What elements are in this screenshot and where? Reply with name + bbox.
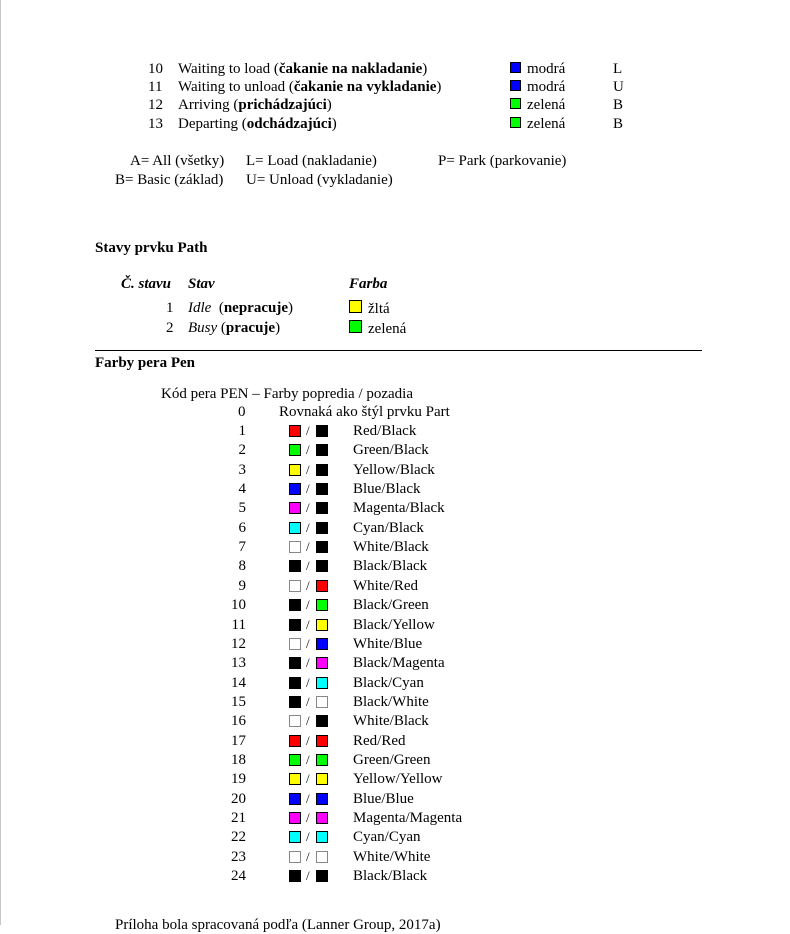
pen-row-label: Green/Black [353,442,429,458]
path-row-number: 1 [166,300,174,316]
pen-fg-swatch [289,560,301,572]
pen-row-number: 11 [231,617,246,633]
pen-row-label: White/Blue [353,636,423,652]
pen-row-number: 21 [231,810,246,826]
pen-row-label: Cyan/Cyan [353,829,421,845]
pen-slash: / [306,675,310,690]
state-row-name: Waiting to unload ( [178,79,294,95]
pen-fg-swatch [289,754,301,766]
pen-row-number: 22 [231,829,246,845]
pen-row-label: Red/Red [353,733,406,749]
pen-fg-swatch [289,870,301,882]
pen-row-label: Black/White [353,694,429,710]
pen-row-number: 18 [231,752,246,768]
pen-row-number: 17 [231,733,246,749]
pen-fg-swatch [289,464,301,476]
pen-bg-swatch [316,580,328,592]
pen-slash: / [306,829,310,844]
state-row-text [178,96,332,114]
pen-row-label: Black/Yellow [353,617,435,633]
pen-slash: / [306,578,310,593]
paren-close: ) [275,320,281,336]
pen-bg-swatch [316,599,328,611]
pen-slash: / [306,752,310,767]
pen-slash: / [306,423,310,438]
pen-row0-num: 0 [238,404,246,420]
state-color-name: modrá [527,61,566,77]
state-color-name: zelená [527,97,566,113]
pen-row-label: White/Black [353,539,429,555]
pen-bg-swatch [316,851,328,863]
pen-row-number: 16 [231,713,246,729]
pen-slash: / [306,520,310,535]
pen-row-label: White/Red [353,578,418,594]
pen-bg-swatch [316,502,328,514]
pen-row-label: Red/Black [353,423,417,439]
pen-fg-swatch [289,444,301,456]
pen-bg-swatch [316,522,328,534]
pen-slash: / [306,558,310,573]
pen-bg-swatch [316,483,328,495]
pen-bg-swatch [316,812,328,824]
pen-row0-text: Rovnaká ako štýl prvku Part [279,404,450,420]
pen-bg-swatch [316,638,328,650]
pen-slash: / [306,636,310,651]
pen-row-label: Black/Cyan [353,675,424,691]
pen-slash: / [306,868,310,883]
section-divider [95,350,702,351]
path-row-state [188,299,293,317]
state-color-name: zelená [527,116,566,132]
pen-row-label: White/Black [353,713,429,729]
path-color-swatch [349,320,362,333]
path-col-stav: Stav [188,276,215,292]
pen-row-number: 7 [238,539,246,555]
pen-slash: / [306,481,310,496]
pen-bg-swatch [316,657,328,669]
paren-open: ( [217,320,226,336]
pen-row-number: 4 [238,481,246,497]
legend-load: L= Load (nakladanie) [246,153,377,169]
pen-fg-swatch [289,425,301,437]
pen-row-label: Black/Black [353,868,428,884]
pen-slash: / [306,539,310,554]
pen-row-number: 8 [238,558,246,574]
pen-row-label: Yellow/Black [353,462,435,478]
pen-bg-swatch [316,793,328,805]
pen-row-number: 10 [231,597,246,613]
state-color-swatch [510,80,521,91]
pen-heading: Farby pera Pen [95,355,195,371]
legend-all: A= All (všetky) [130,153,225,169]
pen-fg-swatch [289,851,301,863]
pen-fg-swatch [289,715,301,727]
footer-cut-text: Príloha bola spracovaná podľa (Lanner Group, 2017a) [115,917,441,933]
pen-row-number: 24 [231,868,246,884]
path-col-state: Č. stavu [121,276,172,292]
path-state-desc: nepracuje [223,300,288,316]
path-state-desc: pracuje [225,320,276,336]
pen-row-label: Blue/Blue [353,791,414,807]
state-code: L [613,61,623,77]
pen-bg-swatch [316,870,328,882]
path-row-number: 2 [166,320,174,336]
state-row-tail: ) [326,97,332,113]
legend-basic: B= Basic (základ) [115,172,224,188]
pen-fg-swatch [289,599,301,611]
pen-bg-swatch [316,831,328,843]
pen-row-label: Cyan/Black [353,520,424,536]
pen-row-number: 23 [231,849,246,865]
pen-slash: / [306,791,310,806]
state-row-text [178,60,427,78]
pen-bg-swatch [316,735,328,747]
pen-row-label: Yellow/Yellow [353,771,443,787]
pen-bg-swatch [316,754,328,766]
state-row-name: Waiting to load ( [178,61,279,77]
state-row-tail: ) [331,116,337,132]
pen-row-label: White/White [353,849,431,865]
state-color-swatch [510,62,521,73]
pen-slash: / [306,655,310,670]
state-color-swatch [510,117,521,128]
state-row-number: 10 [148,61,163,77]
pen-bg-swatch [316,619,328,631]
state-row-number: 13 [148,116,163,132]
state-code: B [613,116,624,132]
pen-fg-swatch [289,677,301,689]
legend-unload: U= Unload (vykladanie) [246,172,393,188]
pen-row-number: 12 [231,636,246,652]
state-color-swatch [510,98,521,109]
state-row-text [178,78,441,96]
pen-bg-swatch [316,464,328,476]
path-row-state [188,319,280,337]
state-color-name: modrá [527,79,566,95]
pen-fg-swatch [289,773,301,785]
pen-row-label: Green/Green [353,752,431,768]
pen-fg-swatch [289,657,301,669]
pen-subtitle: Kód pera PEN – Farby popredia / pozadia [161,386,414,402]
pen-slash: / [306,771,310,786]
pen-row-label: Magenta/Magenta [353,810,463,826]
pen-row-number: 19 [231,771,246,787]
state-row-number: 12 [148,97,163,113]
pen-row-label: Black/Black [353,558,428,574]
pen-row-number: 15 [231,694,246,710]
path-color-name: žltá [368,301,390,317]
pen-bg-swatch [316,560,328,572]
path-state-name: Busy [188,320,218,336]
pen-row-number: 14 [231,675,246,691]
paren-close: ) [287,300,293,316]
pen-slash: / [306,597,310,612]
pen-row-label: Black/Magenta [353,655,445,671]
state-row-name: Arriving ( [178,97,239,113]
pen-bg-swatch [316,677,328,689]
state-row-text [178,115,337,133]
pen-fg-swatch [289,580,301,592]
pen-row-label: Black/Green [353,597,429,613]
pen-fg-swatch [289,483,301,495]
pen-slash: / [306,849,310,864]
pen-row-number: 9 [238,578,246,594]
paren-open: ( [211,300,224,316]
state-code: U [613,79,624,95]
pen-row-label: Magenta/Black [353,500,445,516]
pen-fg-swatch [289,831,301,843]
pen-row-label: Blue/Black [353,481,421,497]
pen-row-number: 20 [231,791,246,807]
pen-fg-swatch [289,638,301,650]
pen-fg-swatch [289,541,301,553]
pen-slash: / [306,442,310,457]
path-color-name: zelená [368,321,407,337]
pen-fg-swatch [289,696,301,708]
pen-bg-swatch [316,696,328,708]
state-row-slovak: čakanie na nakladanie [278,61,423,77]
pen-row-number: 1 [238,423,246,439]
pen-slash: / [306,733,310,748]
pen-bg-swatch [316,541,328,553]
pen-bg-swatch [316,425,328,437]
path-color-swatch [349,300,362,313]
pen-slash: / [306,810,310,825]
state-row-tail: ) [422,61,428,77]
pen-slash: / [306,617,310,632]
legend-park: P= Park (parkovanie) [438,153,567,169]
pen-row-number: 6 [238,520,246,536]
path-state-name: Idle [188,300,212,316]
pen-slash: / [306,694,310,709]
pen-row-number: 5 [238,500,246,516]
state-row-name: Departing ( [178,116,247,132]
path-col-color: Farba [349,276,388,292]
pen-slash: / [306,462,310,477]
pen-slash: / [306,500,310,515]
pen-row-number: 3 [238,462,246,478]
pen-row-number: 2 [238,442,246,458]
pen-slash: / [306,713,310,728]
state-row-slovak: prichádzajúci [238,97,327,113]
pen-fg-swatch [289,522,301,534]
state-row-slovak: čakanie na vykladanie [293,79,437,95]
pen-bg-swatch [316,715,328,727]
pen-fg-swatch [289,812,301,824]
pen-fg-swatch [289,619,301,631]
pen-bg-swatch [316,773,328,785]
pen-fg-swatch [289,793,301,805]
pen-bg-swatch [316,444,328,456]
state-row-number: 11 [148,79,163,95]
pen-fg-swatch [289,502,301,514]
path-heading: Stavy prvku Path [95,240,208,256]
pen-fg-swatch [289,735,301,747]
state-row-tail: ) [436,79,442,95]
page-left-edge [0,0,1,925]
state-row-slovak: odchádzajúci [246,116,332,132]
pen-row-number: 13 [231,655,246,671]
state-code: B [613,97,624,113]
